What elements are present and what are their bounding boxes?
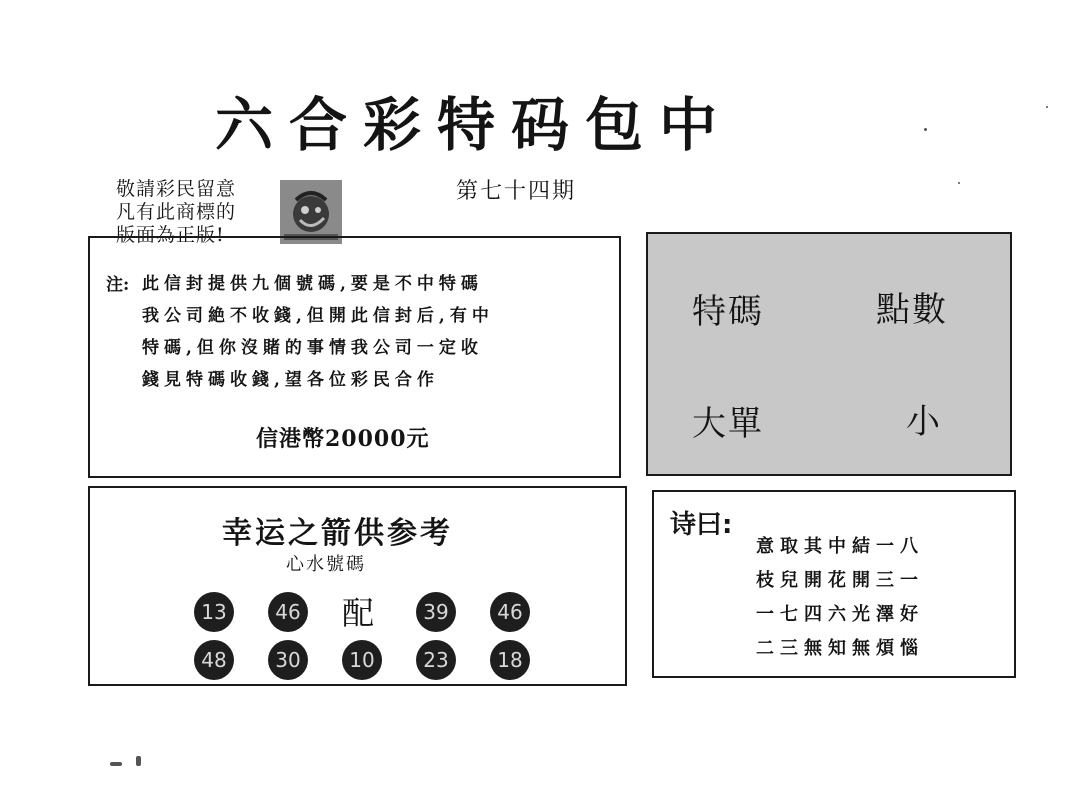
number-ball: 39 bbox=[416, 592, 456, 632]
deposit-amount: 信港幣20000元 bbox=[256, 426, 430, 452]
envelope-notice-box bbox=[88, 236, 621, 478]
poem-line: 二三無知無煩惱 bbox=[756, 638, 924, 659]
number-ball: 48 bbox=[194, 640, 234, 680]
number-ball: 23 bbox=[416, 640, 456, 680]
special-code-value: 大單 bbox=[692, 404, 764, 444]
poem-label: 诗曰: bbox=[670, 510, 733, 540]
points-label: 點數 bbox=[876, 290, 948, 330]
scan-speck bbox=[136, 756, 141, 766]
number-ball: 18 bbox=[490, 640, 530, 680]
note-line: 我公司絶不收錢,但開此信封后,有中 bbox=[142, 306, 494, 326]
number-ball: 46 bbox=[268, 592, 308, 632]
number-ball: 10 bbox=[342, 640, 382, 680]
poem-text bbox=[756, 530, 924, 666]
poem-line: 一七四六光澤好 bbox=[756, 604, 924, 625]
trademark-stamp-icon bbox=[280, 180, 342, 244]
note-line: 此信封提供九個號碼,要是不中特碼 bbox=[142, 274, 483, 294]
note-line: 特碼,但你沒賭的事情我公司一定收 bbox=[142, 338, 483, 358]
notice-line: 版面為正版! bbox=[116, 224, 225, 246]
poem-line: 意取其中結一八 bbox=[756, 536, 924, 557]
scan-speck bbox=[1046, 106, 1048, 108]
special-code-box bbox=[646, 232, 1012, 476]
number-ball: 46 bbox=[490, 592, 530, 632]
points-value: 小 bbox=[906, 402, 942, 442]
pair-label: 配 bbox=[342, 594, 375, 632]
notice-line: 凡有此商標的 bbox=[116, 201, 237, 223]
number-ball: 30 bbox=[268, 640, 308, 680]
note-text bbox=[142, 268, 494, 396]
number-ball: 13 bbox=[194, 592, 234, 632]
lucky-numbers-box bbox=[88, 486, 627, 686]
special-code-label: 特碼 bbox=[692, 292, 764, 332]
scan-speck bbox=[110, 762, 122, 766]
scan-speck bbox=[958, 182, 960, 184]
issue-number: 第七十四期 bbox=[456, 179, 577, 204]
lucky-title: 幸运之箭供参考 bbox=[222, 516, 453, 551]
note-line: 錢見特碼收錢,望各位彩民合作 bbox=[142, 370, 439, 390]
poem-line: 枝兒開花開三一 bbox=[756, 570, 924, 591]
notice-line: 敬請彩民留意 bbox=[116, 178, 237, 200]
poem-box bbox=[652, 490, 1016, 678]
scan-speck bbox=[924, 128, 927, 131]
lucky-subtitle: 心水號碼 bbox=[286, 554, 366, 575]
page-title: 六合彩特码包中 bbox=[215, 91, 734, 159]
note-label: 注: bbox=[106, 275, 130, 295]
